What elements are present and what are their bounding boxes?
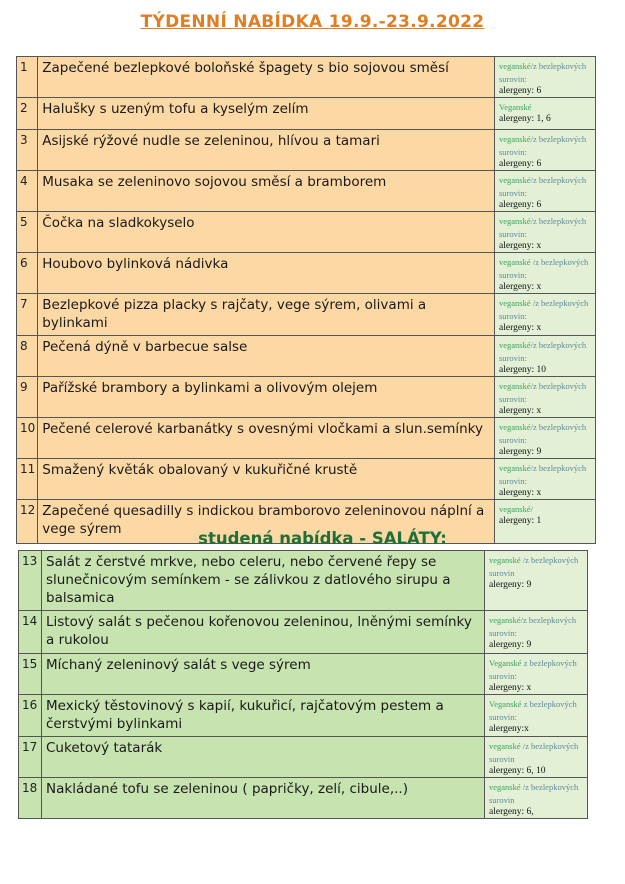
cold-menu-title: studená nabídka - SALÁTY:	[198, 529, 447, 548]
vegan-label: Veganské	[489, 699, 522, 709]
item-name: Zapečené quesadilly s indickou bramborovo zeleninovou náplní a vege sýrem	[38, 500, 495, 544]
allergens-label: alergeny: 6	[499, 86, 542, 96]
menu-row	[17, 212, 596, 253]
item-number: 6	[17, 253, 38, 294]
item-name: Pařížské brambory a bylinkami a olivovým olejem	[38, 377, 495, 418]
allergen-cell	[485, 551, 588, 611]
gluten-free-label: /z bezlepkových surovin	[489, 555, 579, 578]
vegan-label: veganské	[499, 463, 531, 473]
item-name: Zapečené bezlepkové boloňské špagety s bio sojovou směsí	[38, 57, 495, 98]
gluten-free-label: /z bezlepkových surovin:	[489, 615, 577, 638]
gluten-free-label: /z bezlepkových surovin:	[499, 463, 587, 486]
item-number: 5	[17, 212, 38, 253]
gluten-free-label: /z bezlepkových surovin:	[499, 257, 589, 280]
item-number: 8	[17, 336, 38, 377]
menu-row	[19, 737, 588, 778]
allergen-cell	[485, 654, 588, 695]
allergen-cell	[485, 611, 588, 654]
vegan-label: veganské	[499, 298, 531, 308]
allergens-label: alergeny: x	[499, 282, 542, 292]
allergen-cell	[495, 130, 596, 171]
vegan-label: veganské/	[499, 504, 533, 514]
menu-row	[17, 294, 596, 336]
item-number: 10	[17, 418, 38, 459]
vegan-label: Veganské	[499, 102, 532, 112]
allergen-cell	[485, 778, 588, 819]
allergens-label: alergeny: x	[499, 406, 542, 416]
allergen-cell	[495, 171, 596, 212]
allergen-cell	[495, 212, 596, 253]
item-name: Houbovo bylinková nádivka	[38, 253, 495, 294]
item-name: Salát z čerstvé mrkve, nebo celeru, nebo červené řepy se slunečnicovým semínkem - se zálivkou z datlového sirupu a balsamica	[42, 551, 485, 611]
item-number: 1	[17, 57, 38, 98]
menu-row	[19, 611, 588, 654]
vegan-label: veganské	[499, 175, 531, 185]
allergens-label: alergeny: 1	[499, 516, 542, 526]
vegan-label: veganské	[499, 216, 531, 226]
menu-row	[17, 418, 596, 459]
allergens-label: alergeny: 6, 10	[489, 766, 546, 776]
allergens-label: alergeny: 9	[489, 640, 532, 650]
item-name: Musaka se zeleninovo sojovou směsí a bramborem	[38, 171, 495, 212]
menu-row	[17, 171, 596, 212]
vegan-label: Veganské	[489, 658, 522, 668]
gluten-free-label: /z bezlepkových surovin:	[499, 216, 587, 239]
item-name: Nakládané tofu se zeleninou ( papričky, zelí, cibule,..)	[42, 778, 485, 819]
allergen-cell	[495, 294, 596, 336]
allergen-cell	[485, 695, 588, 737]
item-name: Míchaný zeleninový salát s vege sýrem	[42, 654, 485, 695]
vegan-label: veganské	[499, 340, 531, 350]
gluten-free-label: /z bezlepkových surovin	[489, 782, 579, 805]
item-name: Mexický těstovinový s kapií, kukuřicí, rajčatovým pestem a čerstvými bylinkami	[42, 695, 485, 737]
item-number: 4	[17, 171, 38, 212]
item-number: 7	[17, 294, 38, 336]
cold-menu-table	[18, 550, 588, 819]
allergen-cell	[495, 57, 596, 98]
vegan-label: veganské	[499, 134, 531, 144]
menu-row	[17, 377, 596, 418]
item-number: 17	[19, 737, 42, 778]
allergens-label: alergeny: 9	[499, 447, 542, 457]
vegan-label: veganské	[489, 555, 521, 565]
vegan-label: veganské	[499, 61, 531, 71]
item-number: 12	[17, 500, 38, 544]
allergens-label: alergeny: x	[499, 241, 542, 251]
menu-row	[19, 551, 588, 611]
item-number: 9	[17, 377, 38, 418]
allergens-label: alergeny: x	[499, 323, 542, 333]
allergens-label: alergeny:x	[489, 724, 529, 734]
gluten-free-label: /z bezlepkových surovin	[489, 741, 579, 764]
allergen-cell	[485, 737, 588, 778]
allergens-label: alergeny: 6	[499, 159, 542, 169]
menu-row	[17, 57, 596, 98]
item-name: Listový salát s pečenou kořenovou zeleninou, lněnými semínky a rukolou	[42, 611, 485, 654]
gluten-free-label: /z bezlepkových surovin:	[499, 381, 587, 404]
allergens-label: alergeny: 9	[489, 580, 532, 590]
gluten-free-label: /z bezlepkových surovin:	[499, 422, 587, 445]
item-name: Smažený květák obalovaný v kukuřičné krustě	[38, 459, 495, 500]
allergen-cell	[495, 459, 596, 500]
hot-menu-table	[16, 56, 596, 544]
item-name: Pečená dýně v barbecue salse	[38, 336, 495, 377]
allergen-cell	[495, 336, 596, 377]
item-name: Čočka na sladkokyselo	[38, 212, 495, 253]
allergens-label: alergeny: 10	[499, 365, 547, 375]
item-number: 18	[19, 778, 42, 819]
item-name: Halušky s uzeným tofu a kyselým zelím	[38, 98, 495, 130]
allergens-label: alergeny: x	[499, 488, 542, 498]
menu-row	[19, 778, 588, 819]
menu-row	[17, 98, 596, 130]
item-name: Pečené celerové karbanátky s ovesnými vločkami a slun.semínky	[38, 418, 495, 459]
gluten-free-label: /z bezlepkových surovin:	[499, 298, 589, 321]
gluten-free-label: /z bezlepkových surovin:	[499, 61, 587, 84]
vegan-label: veganské	[499, 257, 531, 267]
allergens-label: alergeny: 1, 6	[499, 114, 551, 124]
item-number: 13	[19, 551, 42, 611]
allergens-label: alergeny: x	[489, 683, 532, 693]
vegan-label: veganské	[489, 782, 521, 792]
allergen-cell	[495, 98, 596, 130]
item-number: 14	[19, 611, 42, 654]
vegan-label: veganské	[499, 381, 531, 391]
menu-row	[17, 459, 596, 500]
menu-row	[17, 253, 596, 294]
vegan-label: veganské	[499, 422, 531, 432]
menu-row	[19, 654, 588, 695]
allergen-cell	[495, 253, 596, 294]
gluten-free-label: z bezlepkových surovin:	[489, 699, 577, 722]
allergens-label: alergeny: 6	[499, 200, 542, 210]
item-name: Bezlepkové pizza placky s rajčaty, vege sýrem, olivami a bylinkami	[38, 294, 495, 336]
item-number: 11	[17, 459, 38, 500]
vegan-label: veganské	[489, 741, 521, 751]
menu-row	[19, 695, 588, 737]
allergens-label: alergeny: 6,	[489, 807, 534, 817]
gluten-free-label: /z bezlepkových surovin:	[499, 175, 587, 198]
allergen-cell	[495, 418, 596, 459]
menu-row	[17, 130, 596, 171]
item-name: Cuketový tatarák	[42, 737, 485, 778]
menu-row	[17, 336, 596, 377]
page-title: TÝDENNÍ NABÍDKA 19.9.-23.9.2022	[140, 12, 485, 32]
gluten-free-label: z bezlepkových surovin:	[489, 658, 577, 681]
item-number: 16	[19, 695, 42, 737]
gluten-free-label: /z bezlepkových surovin:	[499, 134, 587, 157]
vegan-label: veganské	[489, 615, 521, 625]
allergen-cell	[495, 377, 596, 418]
item-name: Asijské rýžové nudle se zeleninou, hlívou a tamari	[38, 130, 495, 171]
item-number: 3	[17, 130, 38, 171]
item-number: 2	[17, 98, 38, 130]
gluten-free-label: /z bezlepkových surovin:	[499, 340, 587, 363]
item-number: 15	[19, 654, 42, 695]
